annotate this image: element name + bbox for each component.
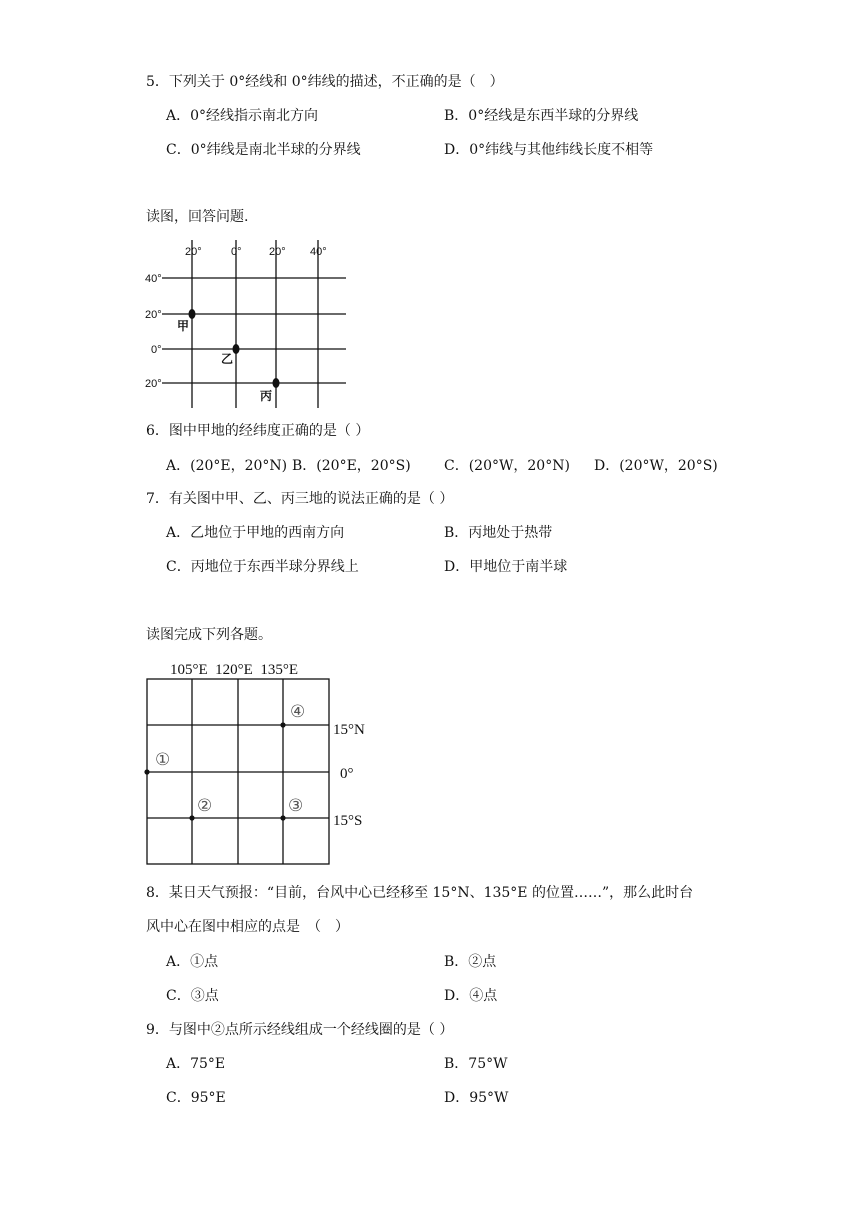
q8-stem-line2: 风中心在图中相应的点是 （ ） — [146, 919, 349, 935]
q8-option-b[interactable]: B．②点 — [444, 954, 497, 970]
q9-stem: 9．与图中②点所示经线组成一个经线圈的是（ ） — [146, 1022, 454, 1038]
q7-option-b[interactable]: B．丙地处于热带 — [444, 525, 553, 541]
q8-option-c[interactable]: C．③点 — [166, 988, 219, 1004]
map1-lon-label: 20° — [269, 246, 286, 258]
point-yi-marker — [233, 344, 240, 354]
point-jia-marker — [189, 309, 196, 319]
q9-option-c[interactable]: C．95°E — [166, 1090, 226, 1106]
point-bing-label: 丙 — [260, 389, 273, 403]
intro-read-map-2: 读图完成下列各题。 — [146, 627, 272, 643]
q7-stem: 7．有关图中甲、乙、丙三地的说法正确的是（ ） — [146, 491, 454, 507]
q7-option-d[interactable]: D．甲地位于南半球 — [444, 559, 568, 575]
map1-lat-label: 20° — [145, 378, 162, 390]
q6-stem: 6．图中甲地的经纬度正确的是（ ） — [146, 423, 370, 439]
q9-option-a[interactable]: A．75°E — [166, 1056, 226, 1072]
q7-option-c[interactable]: C．丙地位于东西半球分界线上 — [166, 559, 359, 575]
map1-lon-label: 20° — [185, 246, 202, 258]
point-1-label: ① — [155, 750, 171, 769]
q5-option-d[interactable]: D．0°纬线与其他纬线长度不相等 — [444, 142, 654, 158]
lat-lon-grid-map-1 — [140, 238, 370, 413]
point-2-label: ② — [197, 796, 213, 815]
point-3-marker — [280, 815, 285, 820]
point-1-marker — [144, 769, 149, 774]
q7-option-a[interactable]: A．乙地位于甲地的西南方向 — [166, 525, 345, 541]
intro-read-map-1: 读图，回答问题. — [146, 209, 249, 225]
q5-option-c[interactable]: C．0°纬线是南北半球的分界线 — [166, 142, 361, 158]
q9-option-b[interactable]: B．75°W — [444, 1056, 508, 1072]
q8-option-a[interactable]: A．①点 — [166, 954, 219, 970]
q9-option-d[interactable]: D．95°W — [444, 1090, 509, 1106]
map2-lat-label-15s: 15°S — [333, 813, 363, 829]
q5-option-b[interactable]: B．0°经线是东西半球的分界线 — [444, 108, 639, 124]
map1-lon-label: 0° — [231, 246, 242, 258]
map1-lat-label: 20° — [145, 309, 162, 321]
q6-option-d[interactable]: D．(20°W，20°S) — [594, 458, 718, 474]
map1-lon-label: 40° — [310, 246, 327, 258]
point-3-label: ③ — [288, 796, 304, 815]
map2-lat-label-0: 0° — [340, 766, 354, 782]
q8-option-d[interactable]: D．④点 — [444, 988, 498, 1004]
point-4-label: ④ — [290, 702, 306, 721]
point-yi-label: 乙 — [221, 352, 234, 366]
point-jia-label: 甲 — [177, 319, 190, 333]
point-4-marker — [280, 722, 285, 727]
q6-option-c[interactable]: C．(20°W，20°N) — [444, 458, 570, 474]
q6-option-a[interactable]: A．(20°E，20°N) — [166, 458, 288, 474]
point-2-marker — [189, 815, 194, 820]
q5-stem: 5．下列关于 0°经线和 0°纬线的描述，不正确的是（ ） — [146, 74, 504, 90]
q6-option-b[interactable]: B．(20°E，20°S) — [292, 458, 411, 474]
map1-lat-label: 40° — [145, 273, 162, 285]
map2-lat-label-15n: 15°N — [333, 722, 365, 738]
point-bing-marker — [273, 378, 280, 388]
q5-option-a[interactable]: A．0°经线指示南北方向 — [166, 108, 319, 124]
q8-stem-line1: 8．某日天气预报：“目前，台风中心已经移至 15°N、135°E 的位置……”，那么此时台 — [146, 885, 694, 901]
lat-lon-grid-map-2 — [140, 655, 380, 875]
map1-lat-label: 0° — [151, 344, 162, 356]
map2-lon-header: 105°E 120°E 135°E — [170, 662, 298, 678]
